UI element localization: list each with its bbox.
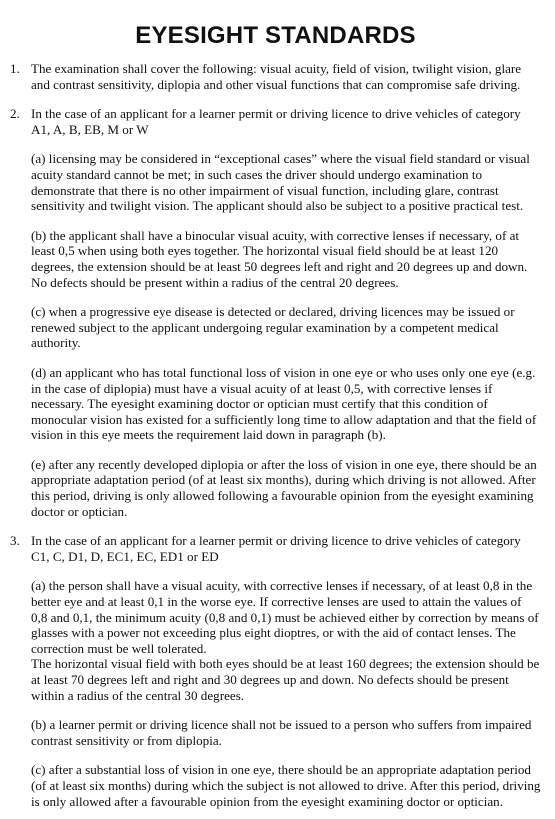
section-body bbox=[31, 106, 541, 519]
paragraph-3a: (a) the person shall have a visual acuity, with corrective lenses if necessary, of at least 0,8 in the better eye and at least 0,1 in the worse eye. If corrective lenses are used to attain the values of 0,8 and 0,1, the minimum acuity (0,8 and 0,1) must be achieved either by correction by means of glasses with a power not exceeding plus eight dioptres, or with the aid of contact lenses. The correction must be well tolerated. bbox=[31, 578, 539, 656]
paragraph-3b: (b) a learner permit or driving licence shall not be issued to a person who suffers from impaired contrast sensitivity or from diplopia. bbox=[31, 717, 532, 748]
section-1 bbox=[10, 61, 541, 92]
section-2 bbox=[10, 106, 541, 519]
paragraph-2a: (a) licensing may be considered in “exceptional cases” where the visual field standard or visual acuity standard cannot be met; in such cases the driver should undergo examination to demonstrate that there is no other impairment of visual function, including glare, contrast sensitivity and twilight vision. The applicant should also be subject to a positive practical test. bbox=[31, 151, 530, 214]
section-body bbox=[31, 533, 541, 809]
page-title: EYESIGHT STANDARDS bbox=[135, 22, 416, 49]
section-number: 2. bbox=[10, 106, 20, 122]
paragraph-2d: (d) an applicant who has total functional loss of vision in one eye or who uses only one eye (e.g. in the case of diplopia) must have a visual acuity of at least 0,5, with corrective lenses if necessary. The eyesight examining doctor or optician must certify that this condition of monocular vision has existed for a sufficiently long time to allow adaptation and that the field of vision in this eye meets the requirement laid down in paragraph (b). bbox=[31, 364, 537, 443]
paragraph-3a-visual-field: The horizontal visual field with both eyes should be at least 160 degrees; the extension should be at least 70 degrees left and right and 30 degrees up and down. No defects should be present within a radius of the central 30 degrees. bbox=[31, 656, 540, 703]
paragraph-2e: (e) after any recently developed diplopia or after the loss of vision in one eye, there should be an appropriate adaptation period (of at least six months), during which driving is not allowed. After this period, driving is only allowed following a favourable opinion from the eyesight examining doctor or optician. bbox=[31, 456, 537, 519]
section-body bbox=[31, 61, 541, 92]
section-number: 3. bbox=[10, 533, 20, 549]
section-number: 1. bbox=[10, 61, 20, 76]
section-text: In the case of an applicant for a learner permit or driving licence to drive vehicles of category A1, A, B, EB, M or W bbox=[31, 106, 521, 137]
paragraph-2c: (c) when a progressive eye disease is detected or declared, driving licences may be issued or renewed subject to the applicant undergoing regular examination by a competent medical authority. bbox=[31, 304, 515, 351]
paragraph-3c: (c) after a substantial loss of vision in one eye, there should be an appropriate adaptation period (of at least six months) during which the subject is not allowed to drive. After this period, driving is only allowed after a favourable opinion from the eyesight examining doctor or optician. bbox=[31, 762, 541, 809]
section-text: In the case of an applicant for a learner permit or driving licence to drive vehicles of category C1, C, D1, D, EC1, EC, ED1 or ED bbox=[31, 533, 521, 564]
section-text: The examination shall cover the following: visual acuity, field of vision, twilight vision, glare and contrast sensitivity, diplopia and other visual functions that can compromise safe driving. bbox=[31, 61, 522, 92]
section-3 bbox=[10, 533, 541, 809]
paragraph-2b: (b) the applicant shall have a binocular visual acuity, with corrective lenses if necessary, of at least 0,5 when using both eyes together. The horizontal visual field should be at least 120 degrees, the extension should be at least 50 degrees left and right and 20 degrees up and down. No defects should be present within a radius of the central 20 degrees. bbox=[31, 227, 528, 290]
